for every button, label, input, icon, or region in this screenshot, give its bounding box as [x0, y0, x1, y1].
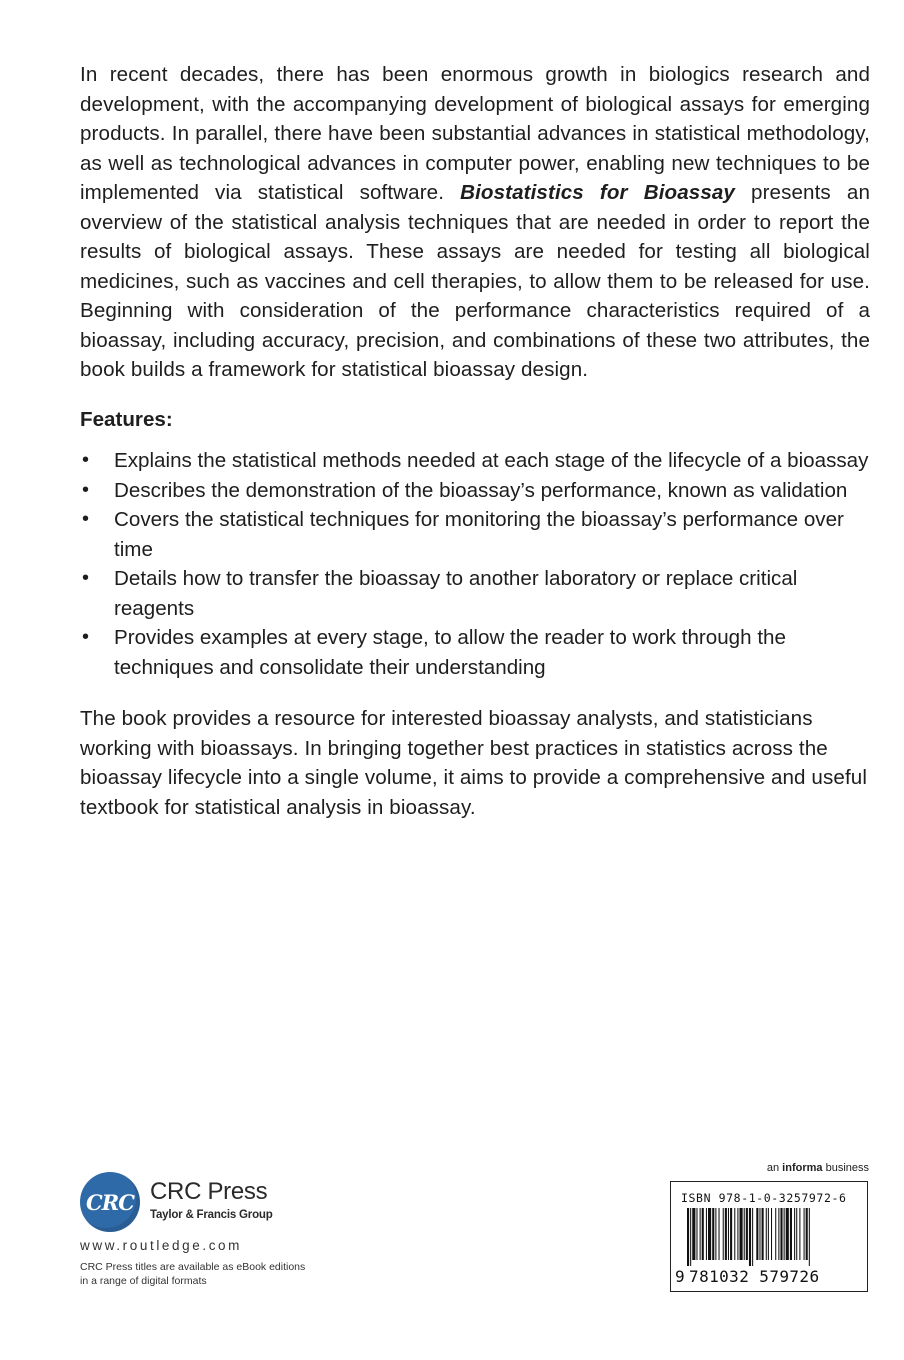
- feature-text: Describes the demonstration of the bioassay’s performance, known as validation: [114, 478, 848, 502]
- barcode-bar: [794, 1208, 795, 1260]
- barcode-bar: [752, 1208, 753, 1266]
- barcode-bar: [700, 1208, 701, 1260]
- barcode-bar: [708, 1208, 711, 1260]
- barcode-bar: [749, 1208, 751, 1266]
- barcode-bar: [806, 1208, 808, 1260]
- publisher-block: [80, 1172, 400, 1312]
- barcode-bar: [780, 1208, 782, 1260]
- barcode-bar: [730, 1208, 732, 1260]
- barcode-bar: [712, 1208, 714, 1260]
- barcode-digit-group: 781032: [689, 1267, 750, 1286]
- barcode-digits: [675, 1267, 820, 1286]
- barcode-bar: [692, 1208, 695, 1260]
- feature-item: [80, 505, 870, 564]
- barcode-bar: [784, 1208, 785, 1260]
- barcode-digit-first: 9: [675, 1267, 686, 1286]
- barcode-bar: [771, 1208, 772, 1260]
- bullet-icon: •: [82, 508, 90, 530]
- barcode-bar: [759, 1208, 760, 1260]
- feature-item: [80, 446, 870, 476]
- barcode-bar: [796, 1208, 797, 1260]
- barcode-bar: [756, 1208, 758, 1260]
- tagline-suffix: business: [825, 1162, 869, 1174]
- publisher-group: Taylor & Francis Group: [150, 1209, 273, 1221]
- crc-logo-icon: CRC: [80, 1172, 140, 1232]
- closing-paragraph: The book provides a resource for interested bioassay analysts, and statisticians working with bioassays. In bringing together best practices in statistics across the bioassay lifecycle into a single volume, it aims to provide a comprehensive and useful textbook for statistical analysis in bioassay.: [80, 707, 867, 819]
- barcode-bar: [740, 1208, 743, 1260]
- book-title: Biostatistics for Bioassay: [460, 181, 735, 204]
- description-continued: presents an overview of the statistical analysis techniques that are needed in order to report the results of biological assays. These assays are needed for testing all biological medicines, such as vaccines and cell therapies, to allow them to be released for use. Beginning with consideration of the performance characteristics required of a bioassay, including accuracy, precision, and combinations of these two attributes, the book builds a framework for statistical bioassay design.: [80, 181, 870, 381]
- barcode-bar: [734, 1208, 735, 1260]
- barcode-bar: [778, 1208, 779, 1260]
- description-paragraph: [80, 60, 870, 385]
- barcode-bar: [768, 1208, 769, 1260]
- description-intro: In recent decades, there has been enormous growth in biologics research and development, with the accompanying development of biological assays for emerging products. In parallel, there have been substantial advances in statistical methodology, as well as technological advances in computer power, enabling new techniques to be implemented via statistical software.: [80, 63, 870, 204]
- feature-item: [80, 476, 870, 506]
- barcode-bar: [762, 1208, 764, 1260]
- isbn-label: ISBN 978-1-0-3257972-6: [681, 1191, 847, 1205]
- back-cover-text: [80, 60, 870, 822]
- barcode-bar: [690, 1208, 691, 1266]
- feature-item: [80, 564, 870, 623]
- barcode-bar: [786, 1208, 789, 1260]
- barcode-bar: [725, 1208, 727, 1260]
- barcode-bar: [737, 1208, 738, 1260]
- tagline-brand: informa: [782, 1162, 823, 1174]
- barcode-bar: [775, 1208, 776, 1260]
- bullet-icon: •: [82, 567, 90, 589]
- feature-text: Covers the statistical techniques for monitoring the bioassay’s performance over time: [114, 508, 844, 561]
- features-list: [80, 446, 870, 682]
- barcode-bar: [744, 1208, 745, 1260]
- feature-text: Details how to transfer the bioassay to another laboratory or replace critical reagents: [114, 567, 798, 620]
- barcode-bar: [719, 1208, 720, 1260]
- barcode-bar: [702, 1208, 704, 1260]
- barcode-bar: [809, 1208, 810, 1266]
- isbn-barcode: [670, 1181, 868, 1292]
- ebook-note: [80, 1260, 340, 1288]
- barcode-bar: [696, 1208, 697, 1260]
- publisher-name: CRC Press: [150, 1178, 268, 1205]
- barcode-bar: [766, 1208, 767, 1260]
- features-heading: Features:: [80, 407, 173, 431]
- barcode-bar: [804, 1208, 805, 1260]
- feature-text: Explains the statistical methods needed at each stage of the lifecycle of a bioassay: [114, 449, 869, 472]
- barcode-bar: [799, 1208, 800, 1260]
- barcode-digit-group: 579726: [759, 1267, 820, 1286]
- feature-item: [80, 623, 870, 682]
- bullet-icon: •: [82, 449, 90, 471]
- barcode-bar: [746, 1208, 748, 1260]
- barcode-bar: [728, 1208, 729, 1260]
- informa-tagline: [767, 1162, 869, 1174]
- ebook-note-line: CRC Press titles are available as eBook editions: [80, 1261, 306, 1273]
- barcode-bar: [790, 1208, 792, 1260]
- bullet-icon: •: [82, 626, 90, 648]
- barcode-bar: [715, 1208, 716, 1260]
- barcode-bar: [706, 1208, 707, 1260]
- ebook-note-line: in a range of digital formats: [80, 1275, 207, 1287]
- tagline-prefix: an: [766, 1162, 780, 1174]
- bullet-icon: •: [82, 478, 90, 501]
- barcode-bar: [687, 1208, 689, 1266]
- barcode-bars: [677, 1208, 861, 1266]
- feature-text: Provides examples at every stage, to allow the reader to work through the techniques and consolidate their understanding: [114, 626, 786, 679]
- publisher-website[interactable]: www.routledge.com: [80, 1238, 243, 1253]
- barcode-bar: [723, 1208, 724, 1260]
